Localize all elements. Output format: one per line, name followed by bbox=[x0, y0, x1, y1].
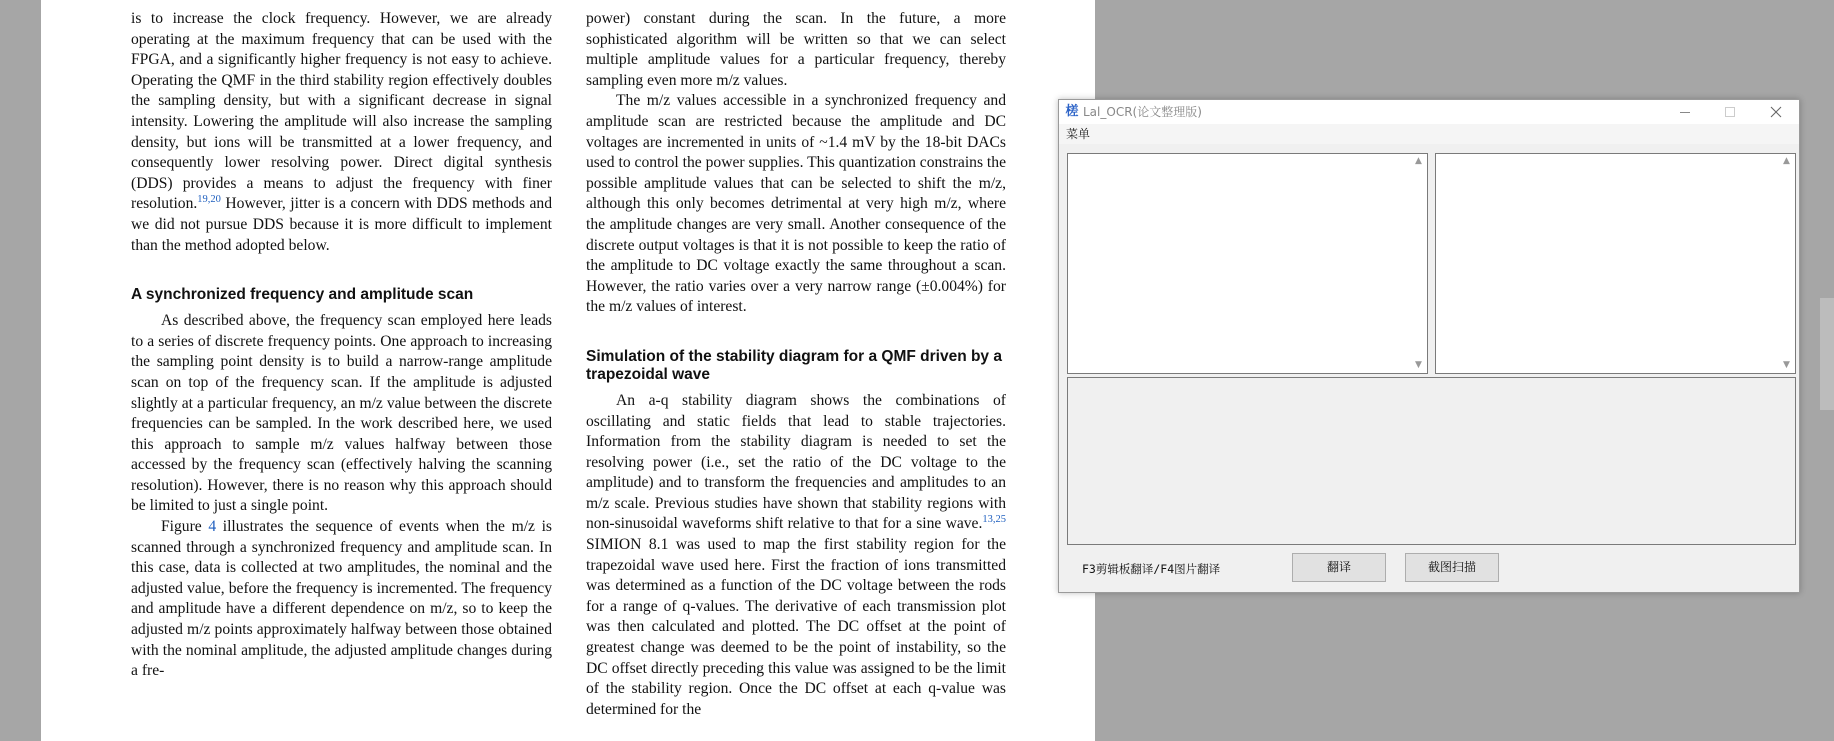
maximize-button[interactable] bbox=[1707, 100, 1753, 124]
translate-button[interactable]: 翻译 bbox=[1292, 553, 1386, 582]
window-title: Lal_OCR(论文整理版) bbox=[1083, 105, 1202, 119]
paragraph bbox=[131, 9, 552, 256]
paragraph-text: However, jitter is a concern with DDS methods and we did not pursue DDS because it is more difficult to implement than the method adopted below. bbox=[131, 195, 552, 254]
right-column bbox=[586, 9, 1006, 720]
paragraph: power) constant during the scan. In the future, a more sophisticated algorithm will be written so that we can select multiple amplitude values for a particular frequency, thereby sampling even more m/z values. bbox=[586, 10, 1006, 89]
ocr-window bbox=[1058, 99, 1800, 593]
app-logo-icon: 槎 bbox=[1065, 104, 1079, 119]
output-area[interactable] bbox=[1067, 377, 1796, 545]
source-text-area[interactable] bbox=[1067, 153, 1428, 374]
minimize-button[interactable] bbox=[1662, 100, 1708, 124]
paragraph-text: illustrates the sequence of events when the m/z is scanned through a synchronized frequency and amplitude scan. In this case, data is collected at two amplitudes, the nominal and the adjusted value, before the frequency is incremented. The frequency and amplitude have a different dependence on m/z, so to keep the adjusted m/z points approximately halfway between those obtained with the nominal amplitude, the adjusted amplitude changes during a fre- bbox=[131, 518, 552, 680]
citation-link[interactable]: 13,25 bbox=[982, 514, 1006, 526]
translation-text-area[interactable] bbox=[1435, 153, 1796, 374]
paragraph bbox=[586, 391, 1006, 721]
citation-link[interactable]: 19,20 bbox=[197, 194, 221, 206]
paragraph-text: SIMION 8.1 was used to map the first stability region for the trapezoidal wave used here. First the fraction of ions transmitted was determined as a function of the DC voltage between the rods for a range of q-values. The derivative of each transmission plot was then calculated and plotted. The DC offset at the point of greatest change was deemed to be the point of instability, so the DC offset directly preceding this value was assigned to be the limit of the stability region. Once the DC offset at each q-value was determined for the bbox=[586, 536, 1006, 718]
paragraph bbox=[131, 517, 552, 682]
paragraph: As described above, the frequency scan employed here leads to a series of discrete frequency points. One approach to increasing the sampling point density is to build a narrow-range amplitude scan on top of the frequency scan. If the amplitude is adjusted slightly at a particular frequency, an m/z value between the discrete frequencies can be sampled. In the work described here, we used this approach to sample m/z values halfway between those accessed by the frequency scan (effectively halving the scanning resolution). However, there is no reason why this approach should be limited to just a single point. bbox=[131, 312, 552, 515]
source-scrollbar[interactable] bbox=[1410, 154, 1427, 373]
maximize-icon bbox=[1725, 107, 1735, 117]
menu-bar bbox=[1059, 124, 1799, 144]
close-button[interactable] bbox=[1753, 100, 1799, 124]
menu-item-main[interactable]: 菜单 bbox=[1066, 127, 1091, 141]
hotkey-hint: F3剪辑板翻译/F4图片翻译 bbox=[1082, 562, 1221, 576]
scroll-up-icon[interactable]: ▲ bbox=[1783, 156, 1790, 166]
pdf-page bbox=[41, 0, 1095, 741]
section-heading: A synchronized frequency and amplitude scan bbox=[131, 286, 474, 304]
scroll-down-icon[interactable]: ▼ bbox=[1783, 360, 1790, 370]
left-column bbox=[131, 9, 552, 682]
close-icon bbox=[1770, 106, 1782, 118]
screenshot-scan-button[interactable]: 截图扫描 bbox=[1405, 553, 1499, 582]
paragraph: The m/z values accessible in a synchronized frequency and amplitude scan are restricted because the amplitude and DC voltages are incremented in units of ~1.4 mV by the 18-bit DACs used to control the power supplies. This quantization constrains the possible amplitude values that can be selected to shift the m/z, although this only becomes detrimental at very high m/z, where the amplitude changes are very small. Another consequence of the discrete output voltages is that it is not possible to keep the ratio of the amplitude to DC voltage exactly the same throughout a scan. However, the ratio varies over a very narrow range (±0.004%) for the m/z values of interest. bbox=[586, 92, 1006, 316]
paragraph-text: An a-q stability diagram shows the combinations of oscillating and static fields that lead to stable trajectories. Information from the stability diagram is needed to set the resolving power (i.e., set the ratio of the DC voltage to the amplitude) and to transform the frequencies and amplitudes to an m/z scale. Previous studies have shown that stability regions with non-sinusoidal waveforms shift relative to that for a sine wave. bbox=[586, 391, 1006, 533]
paragraph-text: Figure bbox=[161, 518, 209, 536]
scroll-down-icon[interactable]: ▼ bbox=[1415, 360, 1422, 370]
translation-scrollbar[interactable] bbox=[1778, 154, 1795, 373]
viewer-scroll-thumb[interactable] bbox=[1820, 298, 1834, 410]
minimize-icon bbox=[1680, 112, 1690, 113]
section-heading: Simulation of the stability diagram for a QMF driven by a trapezoidal wave bbox=[586, 347, 1002, 383]
figure-link[interactable]: 4 bbox=[208, 518, 217, 536]
paragraph-text: is to increase the clock frequency. However, we are already operating at the maximum frequency that can be used with the FPGA, and a significantly higher frequency is not easy to achieve. Operating the QMF in the third stability region effectively doubles the sampling density, but with a significant decrease in signal intensity. Lowering the amplitude will also increase the sampling density, but ions will be transmitted at a lower frequency, and consequently lower resolving power. Direct digital synthesis (DDS) provides a means to adjust the frequency with finer resolution. bbox=[131, 10, 552, 213]
title-bar[interactable] bbox=[1059, 100, 1799, 124]
scroll-up-icon[interactable]: ▲ bbox=[1415, 156, 1422, 166]
